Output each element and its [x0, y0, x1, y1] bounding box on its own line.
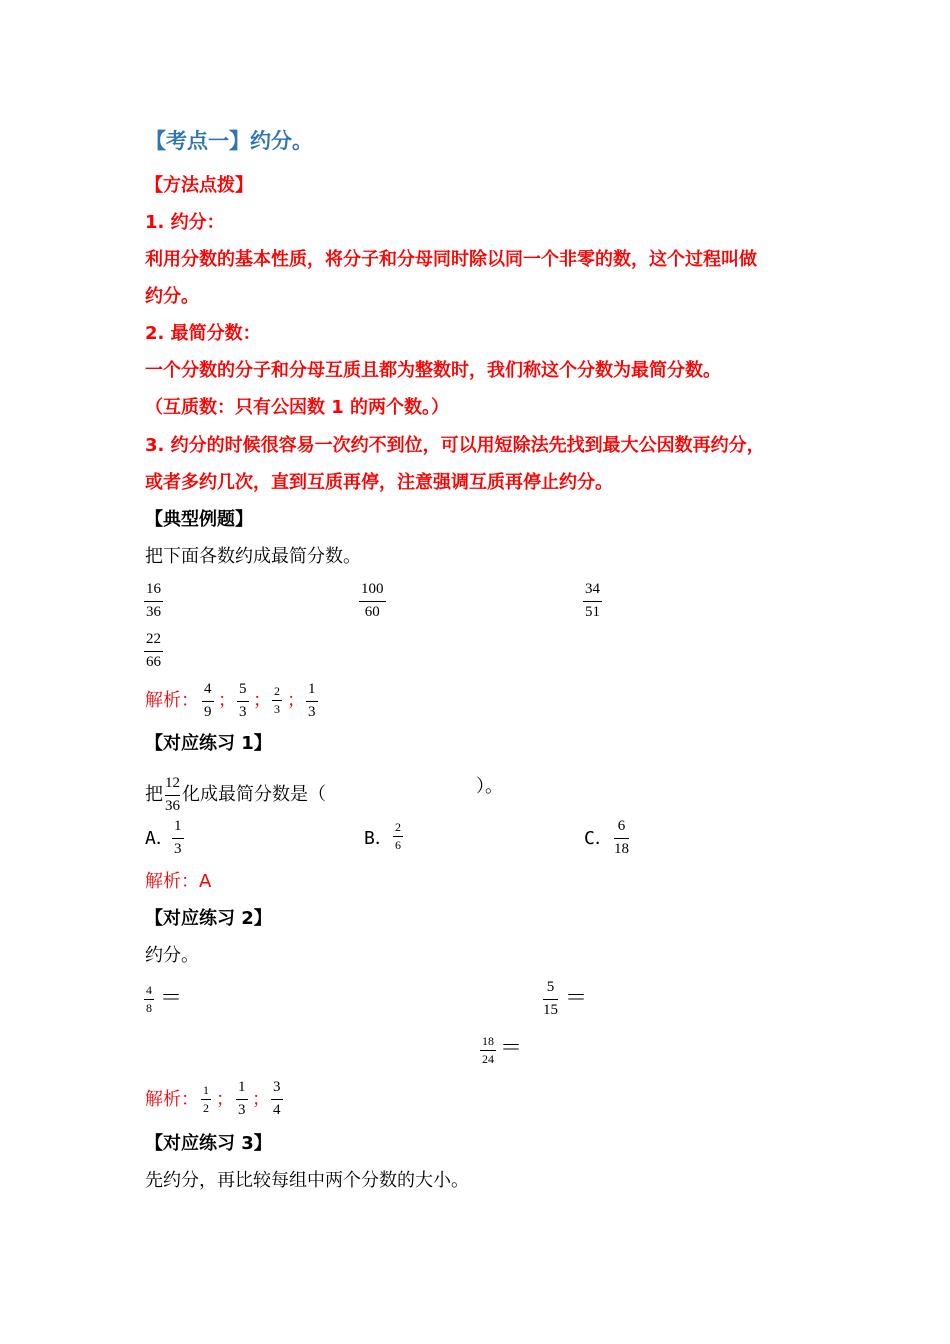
method-p2-title: 2. 最简分数： [145, 323, 261, 344]
practice1-heading: 【对应练习 1】 [145, 733, 272, 754]
equals-sign: ＝ [565, 985, 588, 1010]
numerator: 16 [146, 581, 161, 597]
option-c-fraction: 6 18 [614, 818, 629, 857]
example-prompt: 把下面各数约成最简分数。 [145, 546, 361, 567]
example-answer: 1 3 [308, 681, 316, 720]
practice2-heading: 【对应练习 2】 [145, 908, 272, 929]
practice1-close: ）。 [476, 776, 503, 797]
denominator: 66 [146, 654, 161, 670]
method-p3-line2: 或者多约几次，直到互质再停，注意强调互质再停止约分。 [145, 472, 613, 493]
method-p2-line1: 一个分数的分子和分母互质且都为整数时，我们称这个分数为最简分数。 [145, 360, 721, 381]
example-analysis-label: 解析： [145, 690, 199, 711]
separator: ； [252, 1089, 270, 1110]
practice2-fraction: 4 8 [146, 983, 152, 1015]
example-answer: 2 3 [274, 684, 280, 716]
option-a-fraction: 1 3 [174, 818, 182, 857]
section-title: 【考点一】约分。 [145, 129, 313, 153]
practice2-answer: 3 4 [273, 1079, 281, 1118]
practice1-question: 把 $\frac{12}{36}$ 化成最简分数是（ [145, 775, 326, 814]
numerator: 34 [585, 581, 600, 597]
denominator: 60 [364, 604, 380, 620]
denominator: 36 [146, 604, 161, 620]
method-p1-line1: 利用分数的基本性质，将分子和分母同时除以同一个非零的数，这个过程叫做 [145, 249, 757, 270]
method-p1-line2: 约分。 [145, 286, 199, 307]
method-p2-note: （互质数：只有公因数 1 的两个数。） [145, 397, 450, 418]
example-fraction [359, 581, 386, 621]
example-fraction [144, 581, 163, 621]
practice3-prompt: 先约分，再比较每组中两个分数的大小。 [145, 1170, 469, 1191]
practice1-analysis: 解析：A [145, 871, 212, 892]
practice2-fraction: 18 24 [482, 1034, 494, 1066]
question-fraction: $\frac{12}{36}$ [165, 775, 180, 814]
denominator: 51 [585, 604, 600, 620]
example-answer: 4 9 [204, 681, 212, 720]
example-fraction [583, 581, 602, 621]
option-b-label: B． [364, 828, 393, 849]
separator: ； [216, 1089, 234, 1110]
separator: ； [218, 690, 236, 711]
equals-sign: ＝ [160, 985, 183, 1010]
practice3-heading: 【对应练习 3】 [145, 1133, 272, 1154]
equals-sign: ＝ [500, 1035, 523, 1060]
separator: ； [287, 690, 305, 711]
numerator: 100 [361, 581, 384, 597]
option-a-label: A． [145, 828, 174, 849]
separator: ； [253, 690, 271, 711]
method-heading: 【方法点拨】 [145, 175, 253, 196]
method-p1-title: 1. 约分： [145, 212, 225, 233]
example-answer: 5 3 [239, 681, 247, 720]
option-c-label: C． [584, 828, 613, 849]
option-b-fraction: 2 6 [395, 820, 401, 852]
practice2-prompt: 约分。 [145, 945, 199, 966]
practice2-fraction: 5 15 [543, 979, 558, 1018]
numerator: 22 [146, 631, 161, 647]
practice2-answer: 1 3 [238, 1079, 246, 1118]
method-p3-line1: 3. 约分的时候很容易一次约不到位，可以用短除法先找到最大公因数再约分， [145, 435, 765, 456]
example-fraction [144, 631, 163, 671]
practice2-answer: 1 2 [203, 1083, 209, 1115]
practice2-analysis-label: 解析： [145, 1089, 199, 1110]
example-heading: 【典型例题】 [145, 509, 253, 530]
